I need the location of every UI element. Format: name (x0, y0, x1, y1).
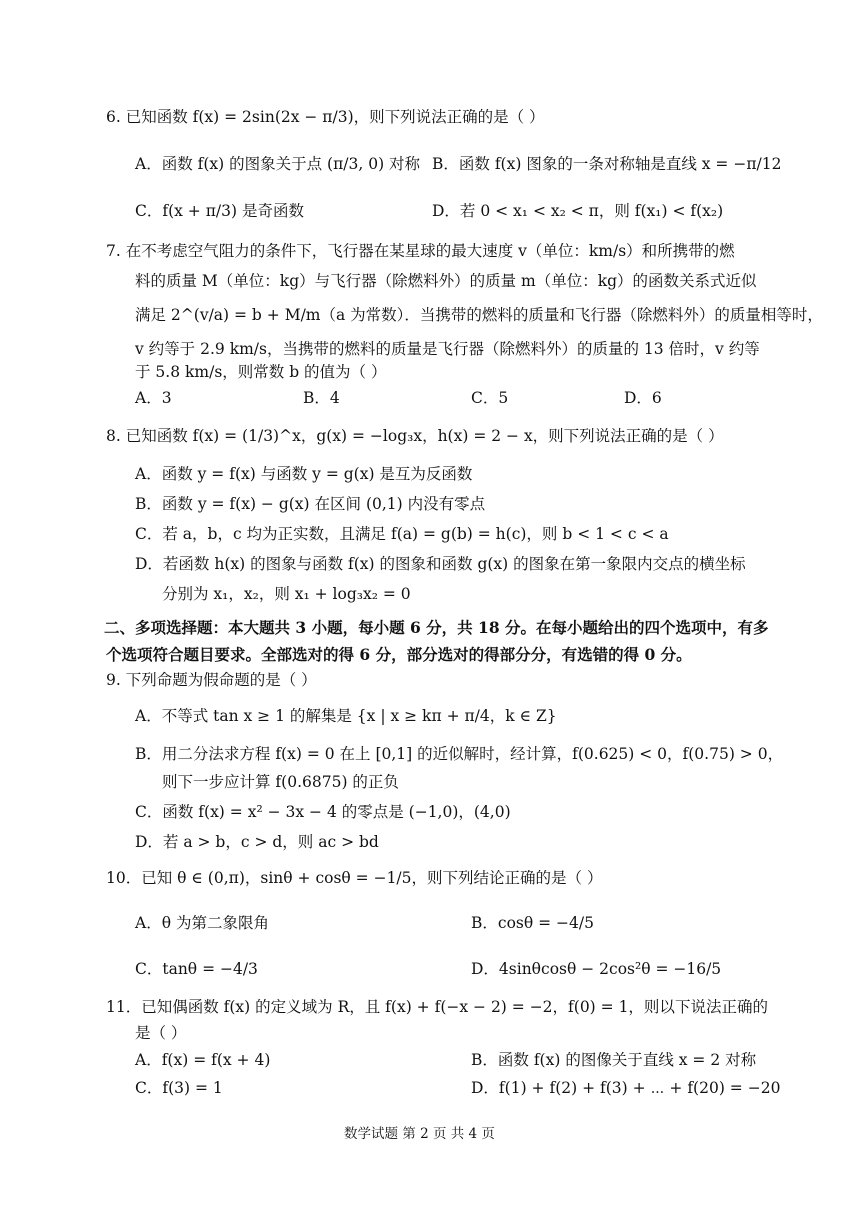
text-line: C．函数 f(x) = x² − 3x − 4 的零点是 (−1,0)，(4,0) (135, 803, 511, 821)
text-line: C．若 a，b，c 均为正实数，且满足 f(a) = g(b) = h(c)，则 b < 1 < c < a (135, 525, 669, 543)
text-line: 10．已知 θ ∈ (0,π)，sinθ + cosθ = −1/5，则下列结论正确的是（ ） (106, 869, 603, 887)
text-line: 是（ ） (135, 1024, 187, 1042)
text-line: D．4sinθcosθ − 2cos²θ = −16/5 (471, 960, 722, 978)
text-line: 个选项符合题目要求。全部选对的得 6 分，部分选对的得部分分，有选错的得 0 分。 (106, 645, 692, 664)
page-footer: 数学试题 第 2 页 共 4 页 (344, 1126, 495, 1142)
text-line: 于 5.8 km/s，则常数 b 的值为（ ） (135, 363, 387, 381)
text-line: v 约等于 2.9 km/s，当携带的燃料的质量是飞行器（除燃料外）的质量的 13 倍时，v 约等 (135, 340, 760, 358)
text-line: 分别为 x₁，x₂，则 x₁ + log₃x₂ = 0 (162, 585, 411, 603)
text-line: D．若 a > b，c > d，则 ac > bd (135, 833, 379, 851)
text-line: 则下一步应计算 f(0.6875) 的正负 (162, 773, 399, 791)
text-line: A．θ 为第二象限角 (135, 914, 269, 932)
text-line: B．用二分法求方程 f(x) = 0 在上 [0,1] 的近似解时，经计算，f(0.625) < 0，f(0.75) > 0， (135, 745, 784, 763)
text-line: 7. 在不考虑空气阻力的条件下，飞行器在某星球的最大速度 v（单位：km/s）和所携带的燃 (106, 242, 735, 260)
text-line: A．不等式 tan x ≥ 1 的解集是 {x | x ≥ kπ + π/4，k ∈ Z} (135, 707, 557, 725)
text-line: 满足 2^(v/a) = b + M/m（a 为常数）．当携带的燃料的质量和飞行器（除燃料外）的质量相等时， (135, 306, 823, 324)
text-line: D．若 0 < x₁ < x₂ < π，则 f(x₁) < f(x₂) (432, 202, 724, 220)
text-line: C．tanθ = −4/3 (135, 960, 258, 978)
text-line: D．若函数 h(x) 的图象与函数 f(x) 的图象和函数 g(x) 的图象在第一象限内交点的横坐标 (135, 555, 746, 573)
text-line: C．5 (471, 389, 509, 407)
text-line: A．函数 f(x) 的图象关于点 (π/3, 0) 对称 (135, 155, 421, 173)
text-line: C．f(x + π/3) 是奇函数 (135, 202, 304, 220)
text-line: 11．已知偶函数 f(x) 的定义域为 R，且 f(x) + f(−x − 2) = −2，f(0) = 1，则以下说法正确的 (106, 998, 768, 1016)
text-line: B．函数 y = f(x) − g(x) 在区间 (0,1) 内没有零点 (135, 495, 486, 513)
text-line: A．函数 y = f(x) 与函数 y = g(x) 是互为反函数 (135, 465, 473, 483)
text-line: 二、多项选择题：本大题共 3 小题，每小题 6 分，共 18 分。在每小题给出的四个选项中，有多 (104, 618, 769, 637)
text-line: A．3 (135, 389, 172, 407)
text-line: C．f(3) = 1 (135, 1079, 223, 1097)
text-line: B．4 (303, 389, 340, 407)
text-line: D．f(1) + f(2) + f(3) + ⋯ + f(20) = −20 (471, 1079, 781, 1097)
text-line: B．cosθ = −4/5 (471, 914, 594, 932)
text-line: 料的质量 M（单位：kg）与飞行器（除燃料外）的质量 m（单位：kg）的函数关系式近似 (135, 272, 757, 290)
text-line: 9. 下列命题为假命题的是（ ） (106, 671, 317, 689)
text-line: A．f(x) = f(x + 4) (135, 1051, 271, 1069)
text-line: 6. 已知函数 f(x) = 2sin(2x − π/3)，则下列说法正确的是（ ） (106, 108, 545, 126)
text-line: B．函数 f(x) 的图像关于直线 x = 2 对称 (471, 1051, 757, 1069)
text-line: D．6 (624, 389, 662, 407)
text-line: 8. 已知函数 f(x) = (1/3)^x，g(x) = −log₃x，h(x) = 2 − x，则下列说法正确的是（ ） (106, 427, 724, 445)
text-line: B．函数 f(x) 图象的一条对称轴是直线 x = −π/12 (432, 155, 782, 173)
